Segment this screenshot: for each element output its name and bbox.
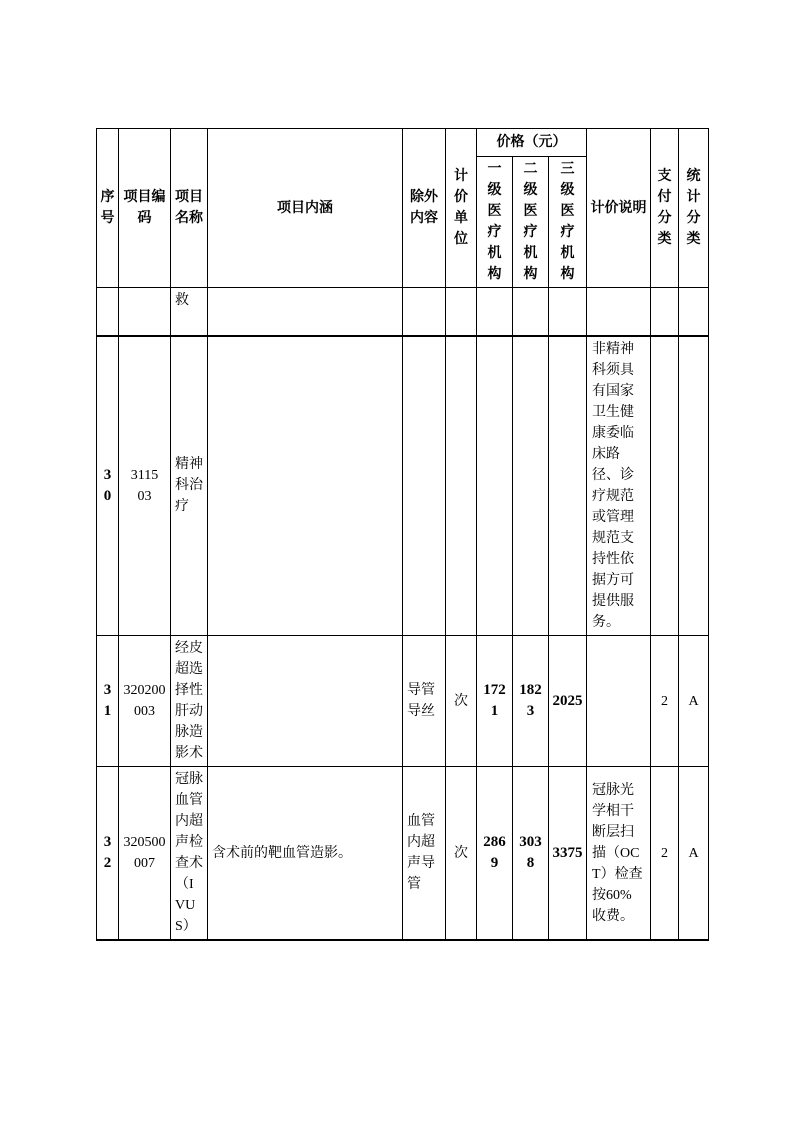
- cell-code: 3115 03: [119, 336, 171, 636]
- table-row-continuation: [97, 288, 709, 336]
- cell-price-tier3: 2025: [549, 636, 587, 767]
- cell-price-tier1: 2869: [477, 767, 513, 941]
- cell-price-tier3: [549, 288, 587, 336]
- cell-unit: 次: [446, 636, 477, 767]
- cell-code: [119, 288, 171, 336]
- cell-pricing-note: [587, 636, 651, 767]
- cell-unit: [446, 288, 477, 336]
- cell-price-tier1: [477, 336, 513, 636]
- cell-stat-class: A: [679, 636, 709, 767]
- cell-pricing-note: 冠脉光学相干断层扫描（OCT）检查按60%收费。: [587, 767, 651, 941]
- col-header-stat-class: [679, 129, 709, 288]
- cell-seq: [97, 336, 119, 636]
- cell-payment-class: [651, 336, 679, 636]
- cell-content: [208, 336, 403, 636]
- cell-payment-class: 2: [651, 767, 679, 941]
- cell-seq: [97, 767, 119, 941]
- col-header-price-group: 价格（元）: [477, 129, 587, 157]
- col-header-pricing-note: 计价说明: [587, 129, 651, 288]
- cell-pricing-note: 非精神科须具有国家卫生健康委临床路径、诊疗规范或管理规范支持性依据方可提供服务。: [587, 336, 651, 636]
- col-header-unit: [446, 129, 477, 288]
- cell-stat-class: [679, 336, 709, 636]
- cell-stat-class: [679, 288, 709, 336]
- col-header-payment-class: [651, 129, 679, 288]
- cell-content: [208, 636, 403, 767]
- col-header-tier1: [477, 157, 513, 288]
- cell-code: 320200 003: [119, 636, 171, 767]
- cell-excluded: 血管内超声导管: [403, 767, 446, 941]
- cell-excluded: [403, 336, 446, 636]
- cell-name: 精神科治疗: [171, 336, 208, 636]
- cell-content: [208, 288, 403, 336]
- cell-price-tier3: 3375: [549, 767, 587, 941]
- cell-price-tier2: [513, 336, 549, 636]
- col-header-tier2: [513, 157, 549, 288]
- table-row-30: [97, 336, 709, 636]
- cell-price-tier2: [513, 288, 549, 336]
- cell-unit: 次: [446, 767, 477, 941]
- table-row-32: [97, 767, 709, 941]
- cell-code: 320500 007: [119, 767, 171, 941]
- seq-value: 31: [103, 682, 112, 719]
- cell-seq: [97, 288, 119, 336]
- col-header-tier2-label: 二级医疗机构: [523, 162, 538, 282]
- table-header-row-1: [97, 129, 709, 157]
- col-header-content: 项目内涵: [208, 129, 403, 288]
- cell-price-tier1: 1721: [477, 636, 513, 767]
- col-header-tier3: [549, 157, 587, 288]
- cell-unit: [446, 336, 477, 636]
- cell-content: 含术前的靶血管造影。: [208, 767, 403, 941]
- col-header-code: 项目编码: [119, 129, 171, 288]
- cell-price-tier1: [477, 288, 513, 336]
- col-header-seq-label: 序号: [100, 190, 115, 226]
- cell-name: 救: [171, 288, 208, 336]
- cell-name: 冠脉血管内超声检查术（IVUS）: [171, 767, 208, 941]
- col-header-excluded: 除外内容: [403, 129, 446, 288]
- col-header-name: 项目名称: [171, 129, 208, 288]
- seq-value: 32: [103, 834, 112, 871]
- cell-price-tier2: 1823: [513, 636, 549, 767]
- cell-payment-class: 2: [651, 636, 679, 767]
- col-header-tier3-label: 三级医疗机构: [560, 162, 575, 282]
- col-header-stat-class-label: 统计分类: [686, 169, 701, 247]
- cell-stat-class: A: [679, 767, 709, 941]
- cell-price-tier3: [549, 336, 587, 636]
- cell-name: 经皮超选择性肝动脉造影术: [171, 636, 208, 767]
- cell-seq: [97, 636, 119, 767]
- cell-pricing-note: [587, 288, 651, 336]
- col-header-seq: [97, 129, 119, 288]
- col-header-unit-label: 计价单位: [454, 169, 468, 247]
- cell-payment-class: [651, 288, 679, 336]
- seq-value: 30: [103, 466, 112, 504]
- col-header-payment-class-label: 支付分类: [657, 169, 672, 247]
- medical-pricing-table: [96, 128, 709, 941]
- cell-price-tier2: 3038: [513, 767, 549, 941]
- col-header-tier1-label: 一级医疗机构: [487, 162, 502, 282]
- cell-excluded: [403, 288, 446, 336]
- table-row-31: [97, 636, 709, 767]
- cell-excluded: 导管导丝: [403, 636, 446, 767]
